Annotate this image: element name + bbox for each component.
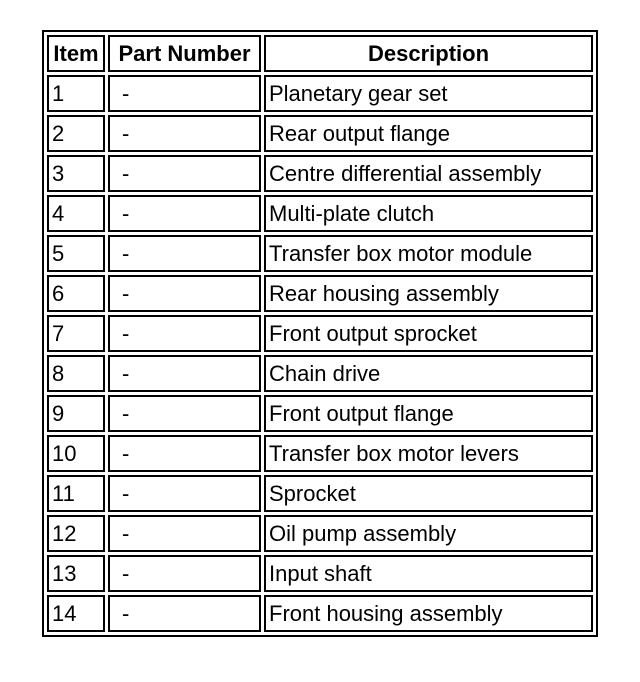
description-cell: Oil pump assembly: [264, 515, 593, 552]
description-cell: Rear output flange: [264, 115, 593, 152]
part-number-cell: -: [108, 515, 261, 552]
table-body: [47, 75, 593, 632]
part-number-cell: -: [108, 115, 261, 152]
table-row: [47, 355, 593, 392]
header-part-number: Part Number: [108, 35, 261, 72]
table-row: [47, 275, 593, 312]
header-item: Item: [47, 35, 105, 72]
part-number-cell: -: [108, 75, 261, 112]
table-row: [47, 315, 593, 352]
description-cell: Chain drive: [264, 355, 593, 392]
part-number-cell: -: [108, 195, 261, 232]
item-cell: 10: [47, 435, 105, 472]
part-number-cell: -: [108, 275, 261, 312]
description-cell: Transfer box motor module: [264, 235, 593, 272]
item-cell: 8: [47, 355, 105, 392]
header-description: Description: [264, 35, 593, 72]
description-cell: Multi-plate clutch: [264, 195, 593, 232]
item-cell: 5: [47, 235, 105, 272]
table-row: [47, 115, 593, 152]
part-number-cell: -: [108, 395, 261, 432]
description-cell: Centre differential assembly: [264, 155, 593, 192]
parts-table: [42, 30, 598, 637]
item-cell: 3: [47, 155, 105, 192]
description-cell: Front output sprocket: [264, 315, 593, 352]
description-cell: Transfer box motor levers: [264, 435, 593, 472]
table-row: [47, 155, 593, 192]
part-number-cell: -: [108, 555, 261, 592]
description-cell: Front housing assembly: [264, 595, 593, 632]
description-cell: Planetary gear set: [264, 75, 593, 112]
item-cell: 2: [47, 115, 105, 152]
item-cell: 11: [47, 475, 105, 512]
table-row: [47, 435, 593, 472]
item-cell: 9: [47, 395, 105, 432]
item-cell: 6: [47, 275, 105, 312]
table-row: [47, 555, 593, 592]
description-cell: Rear housing assembly: [264, 275, 593, 312]
part-number-cell: -: [108, 355, 261, 392]
part-number-cell: -: [108, 475, 261, 512]
part-number-cell: -: [108, 595, 261, 632]
table-row: [47, 515, 593, 552]
part-number-cell: -: [108, 315, 261, 352]
description-cell: Input shaft: [264, 555, 593, 592]
item-cell: 4: [47, 195, 105, 232]
item-cell: 7: [47, 315, 105, 352]
item-cell: 1: [47, 75, 105, 112]
table-row: [47, 595, 593, 632]
table-row: [47, 75, 593, 112]
description-cell: Front output flange: [264, 395, 593, 432]
item-cell: 13: [47, 555, 105, 592]
part-number-cell: -: [108, 235, 261, 272]
item-cell: 14: [47, 595, 105, 632]
item-cell: 12: [47, 515, 105, 552]
table-header-row: [47, 35, 593, 72]
table-row: [47, 235, 593, 272]
part-number-cell: -: [108, 435, 261, 472]
description-cell: Sprocket: [264, 475, 593, 512]
part-number-cell: -: [108, 155, 261, 192]
table-row: [47, 195, 593, 232]
table-row: [47, 475, 593, 512]
table-row: [47, 395, 593, 432]
